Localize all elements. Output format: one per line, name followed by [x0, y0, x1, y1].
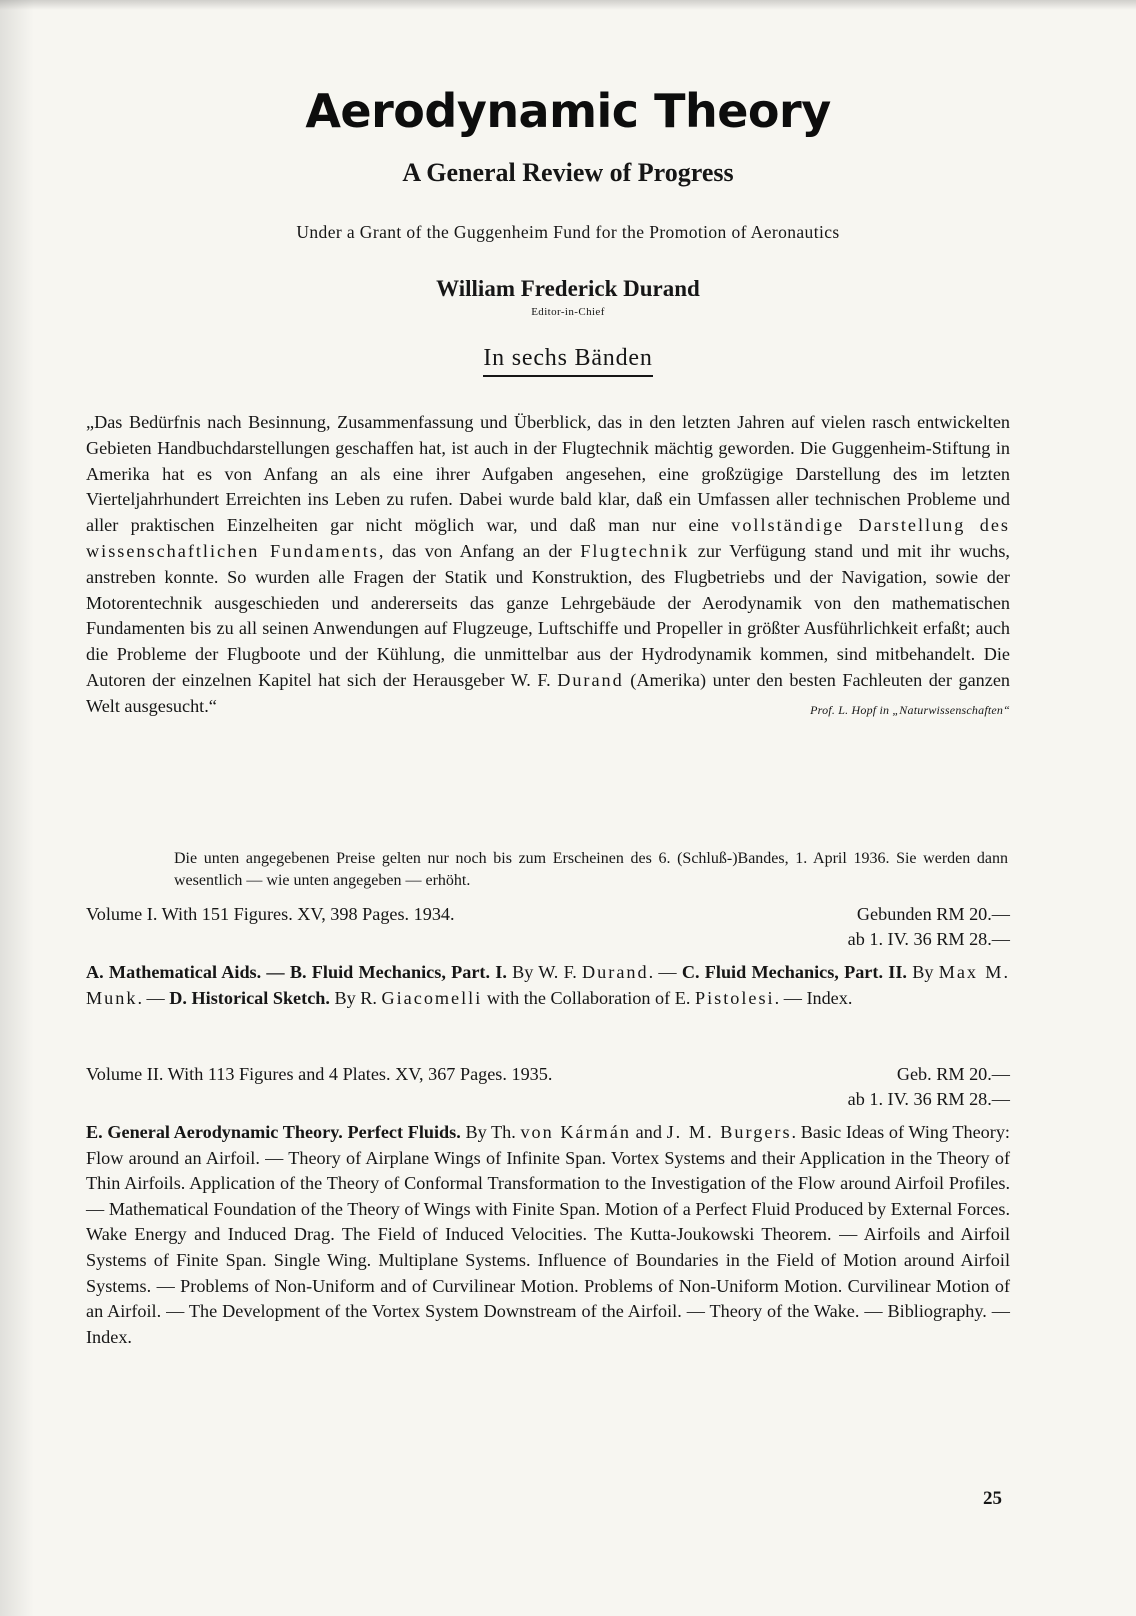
volume-1-price: Gebunden RM 20.— [856, 904, 1010, 924]
volume-2-info: Volume II. With 113 Figures and 4 Plates. XV, 367 Pages. 1935. [86, 1064, 553, 1084]
quote-text-3: zur Verfügung stand und mit ihr wuchs, anstreben konnte. So wurden alle Fragen der Statik und Konstruktion, des Flugbetriebs und der Navigation, sowie der Motorentechnik ausgeschieden und andererseits das ganze Lehrgebäude der Aerodynamik von den mathematischen Fundamenten bis zu all seinen Anwendungen auf Flugzeuge, Luftschiffe und Propeller in größter Ausführlichkeit erfaßt; auch die Probleme der Flugboote und der Kühlung, die unmittelbar aus der Hydrodynamik kommen, sind mitbehandelt. Die Autoren der einzelnen Kapitel hat sich der Herausgeber W. F. [86, 540, 1010, 690]
quote-source: Prof. L. Hopf in „Naturwissenschaften“ [810, 702, 1010, 717]
quote-text-1: „Das Bedürfnis nach Besinnung, Zusammenfassung und Überblick, das in den letzten Jahren auf vielen rasch entwickelten Gebieten Handbuchdarstellungen geschaffen hat, ist auch in der Flugtechnik mächtig geworden. Die Guggenheim-Stiftung in Amerika hat es von Anfang an als eine ihrer Aufgaben angesehen, eine großzügige Darstellung des im letzten Vierteljahrhundert Erreichten ins Leben zu rufen. Dabei wurde bald klar, daß ein Umfassen aller technischen Probleme und aller praktischen Einzelheiten gar nicht möglich war, und daß man nur eine [86, 412, 1010, 536]
quote-text-2: , das von Anfang an der [378, 540, 581, 561]
page-number: 25 [983, 1488, 1002, 1509]
volume1-contents-segment: By W. F. [506, 962, 583, 982]
volume-2-contents [86, 1120, 1010, 1350]
volume-1-line [86, 902, 1010, 949]
volume2-contents-segment: J. M. Burgers [666, 1122, 792, 1142]
author-name: William Frederick Durand [436, 276, 700, 301]
volumes-heading [0, 345, 1136, 377]
volume1-contents-segment: By R. [329, 987, 382, 1008]
volume2-contents-segment: von Kármán [520, 1122, 631, 1142]
quote-emphasis-3: Durand [557, 669, 624, 690]
volume-2-line [86, 1062, 1010, 1109]
volume1-contents-segment: . — [137, 987, 170, 1008]
volume1-contents-segment: Durand [582, 962, 649, 982]
volume-2-price-later: ab 1. IV. 36 RM 28.— [847, 1089, 1010, 1109]
quote-emphasis-1: vollständige Darstellung des wissenschaftlichen Fundaments [86, 515, 1010, 561]
volume1-contents-segment: Pistolesi [694, 987, 775, 1008]
volume1-contents-segment: . — Index. [774, 987, 853, 1008]
scan-edge-top [0, 0, 1136, 10]
volume1-contents-segment: A. Mathematical Aids. — B. Fluid Mechanics, Part. I. [86, 962, 507, 982]
volume2-contents-segment: . Basic Ideas of Wing Theory: Flow around an Airfoil. — Theory of Airplane Wings of Infinite Span. Vortex Systems and their Application in the Theory of Thin Airfoils. Application of the Theory of Conformal Transformation to the Investigation of the Flow around Airfoil Profiles. — Mathematical Foundation of the Theory of Wings with Finite Span. Motion of a Perfect Fluid Produced by External Forces. Wake Energy and Induced Drag. The Field of Induced Velocities. The Kutta-Joukowski Theorem. — Airfoils and Airfoil Systems of Finite Span. Single Wing. Multiplane Systems. Influence of Boundaries in the Field of Motion around Airfoil Systems. — Problems of Non-Uniform and of Curvilinear Motion. Problems of Non-Uniform Motion. Curvilinear Motion of an Airfoil. — The Development of the Vortex System Downstream of the Airfoil. — Theory of the Wake. — Bibliography. — Index. [86, 1122, 1010, 1347]
volume1-contents-segment: By [906, 962, 939, 982]
volume1-contents-segment: C. Fluid Mechanics, Part. II. [681, 962, 907, 982]
volume1-contents-segment: Giacomelli [381, 987, 483, 1008]
quote-text-4: (Amerika) unter den besten Fachleuten der ganzen Welt ausgesucht.“ [86, 669, 1010, 716]
price-note: Die unten angegebenen Preise gelten nur noch bis zum Erscheinen des 6. (Schluß-)Bandes, 1. April 1936. Sie werden dann wesentlich — wie unten angegeben — erhöht. [174, 850, 1008, 889]
author-role: Editor-in-Chief [531, 306, 605, 318]
volume-1-price-later: ab 1. IV. 36 RM 28.— [847, 929, 1010, 949]
volume1-contents-segment: . — [648, 962, 682, 982]
grant-line: Under a Grant of the Guggenheim Fund for the Promotion of Aeronautics [296, 222, 840, 242]
review-quote [86, 410, 1010, 723]
quote-emphasis-2: Flugtechnik [580, 540, 690, 561]
volume1-contents-segment: Max M. Munk [86, 962, 1010, 1008]
volume2-contents-segment: By Th. [460, 1122, 521, 1142]
volume-1-contents [86, 960, 1010, 1011]
volumes-heading-text: In sechs Bänden [483, 345, 652, 377]
page-subtitle: A General Review of Progress [402, 158, 734, 187]
volume-1-info: Volume I. With 151 Figures. XV, 398 Pages. 1934. [86, 904, 455, 924]
volume1-contents-segment: D. Historical Sketch. [169, 987, 330, 1008]
volume2-contents-segment: E. General Aerodynamic Theory. Perfect Fluids. [86, 1122, 461, 1142]
volume1-contents-segment: with the Collaboration of E. [482, 987, 695, 1008]
page-title: Aerodynamic Theory [305, 84, 831, 138]
volume-2-price: Geb. RM 20.— [896, 1064, 1010, 1084]
volume2-contents-segment: and [630, 1122, 667, 1142]
